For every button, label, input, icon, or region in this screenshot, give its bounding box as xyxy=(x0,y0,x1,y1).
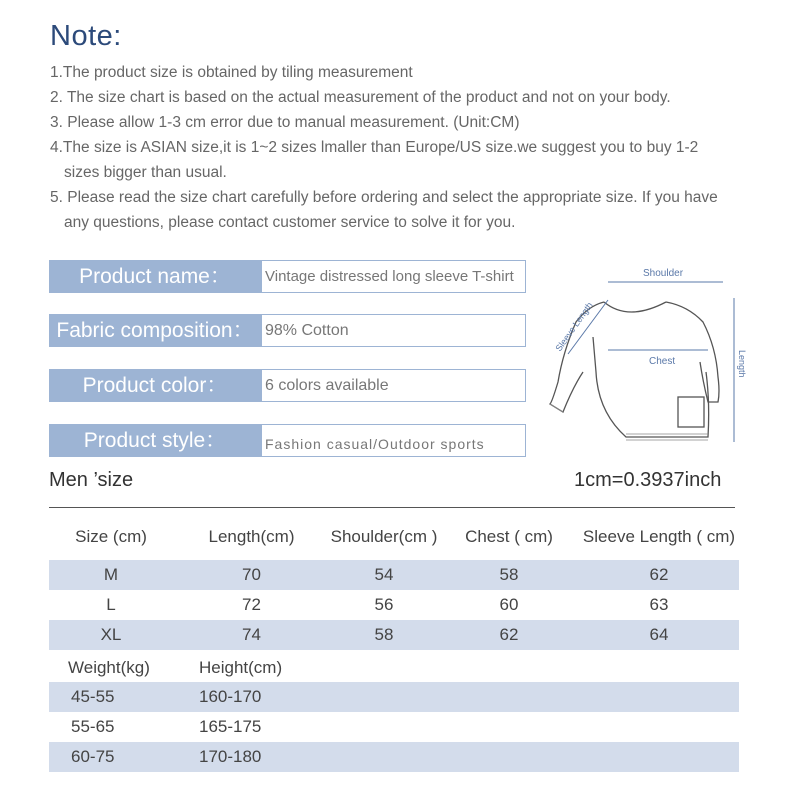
header-cell: Size (cm) xyxy=(75,527,147,546)
right-sleeve-outline xyxy=(666,302,719,402)
table-cell: M xyxy=(103,565,119,584)
color-value: 6 colors available xyxy=(261,369,526,402)
table-cell: 74 xyxy=(242,625,261,644)
left-cuff-rib xyxy=(550,404,563,412)
chest-label: Chest xyxy=(649,356,676,367)
shoulder-label: Shoulder xyxy=(643,268,684,279)
fabric-label: Fabric composition： xyxy=(49,314,261,347)
note-title: Note: xyxy=(50,20,122,52)
table-cell: 72 xyxy=(242,595,261,614)
table-cell: 62 xyxy=(649,565,669,584)
sleeve-label: Sleeve Length xyxy=(553,300,595,354)
header-cell: Sleeve Length ( cm) xyxy=(582,527,736,546)
table-row xyxy=(49,712,739,742)
table-cell: 45-55 xyxy=(71,687,115,706)
header-cell: Chest ( cm) xyxy=(465,527,553,546)
table-row xyxy=(49,590,739,620)
product-name-label: Product name： xyxy=(49,260,261,293)
table-cell: 54 xyxy=(374,565,394,584)
table-cell: 56 xyxy=(374,595,394,614)
pocket-outline xyxy=(678,397,704,427)
color-label: Product color： xyxy=(49,369,261,402)
note-line: 2. The size chart is based on the actual measurement of the product and not on your body. xyxy=(50,89,671,106)
table-row xyxy=(49,560,739,590)
unit-conversion: 1cm=0.3937inch xyxy=(574,469,722,491)
note-line: sizes bigger than usual. xyxy=(64,164,227,181)
table-row xyxy=(49,620,739,650)
table-cell: L xyxy=(106,595,116,614)
note-line: any questions, please contact customer service to solve it for you. xyxy=(64,214,516,231)
table-cell: 60-75 xyxy=(71,747,115,766)
table-cell: 62 xyxy=(499,625,519,644)
weight-table-header xyxy=(49,653,739,683)
body-outline xyxy=(593,337,709,437)
note-line: 5. Please read the size chart carefully before ordering and select the appropriate size. If you have xyxy=(50,189,718,206)
note-line: 4.The size is ASIAN size,it is 1~2 sizes lmaller than Europe/US size.we suggest you to buy 1-2 xyxy=(50,139,699,156)
fabric-value: 98% Cotton xyxy=(261,314,526,347)
header-cell: Height(cm) xyxy=(199,658,283,677)
header-cell: Length(cm) xyxy=(208,527,295,546)
table-cell: XL xyxy=(100,625,122,644)
size-table-header xyxy=(49,522,739,552)
men-size-heading: Men ’size xyxy=(49,469,134,491)
table-row xyxy=(49,682,739,712)
table-cell: 60 xyxy=(499,595,519,614)
style-value: Fashion casual/Outdoor sports xyxy=(261,424,526,457)
product-name-row xyxy=(49,260,526,293)
header-cell: Weight(kg) xyxy=(68,658,150,677)
fabric-row xyxy=(49,314,526,347)
divider xyxy=(49,507,735,508)
table-row xyxy=(49,742,739,772)
table-cell: 55-65 xyxy=(71,717,115,736)
notes-list xyxy=(50,60,770,235)
color-row xyxy=(49,369,526,402)
table-cell: 64 xyxy=(649,625,669,644)
table-cell: 165-175 xyxy=(199,717,262,736)
note-line: 1.The product size is obtained by tiling measurement xyxy=(50,64,413,81)
table-cell: 170-180 xyxy=(199,747,262,766)
style-row xyxy=(49,424,526,457)
table-cell: 160-170 xyxy=(199,687,262,706)
table-cell: 58 xyxy=(499,565,519,584)
length-label: Length xyxy=(737,350,747,378)
sweater-diagram xyxy=(538,262,758,462)
table-cell: 63 xyxy=(649,595,669,614)
collar-outline xyxy=(604,302,666,312)
header-cell: Shoulder(cm ) xyxy=(330,527,438,546)
product-name-value: Vintage distressed long sleeve T-shirt xyxy=(261,260,526,293)
note-line: 3. Please allow 1-3 cm error due to manual measurement. (Unit:CM) xyxy=(50,114,520,131)
table-cell: 70 xyxy=(242,565,261,584)
style-label: Product style： xyxy=(49,424,261,457)
table-cell: 58 xyxy=(374,625,394,644)
